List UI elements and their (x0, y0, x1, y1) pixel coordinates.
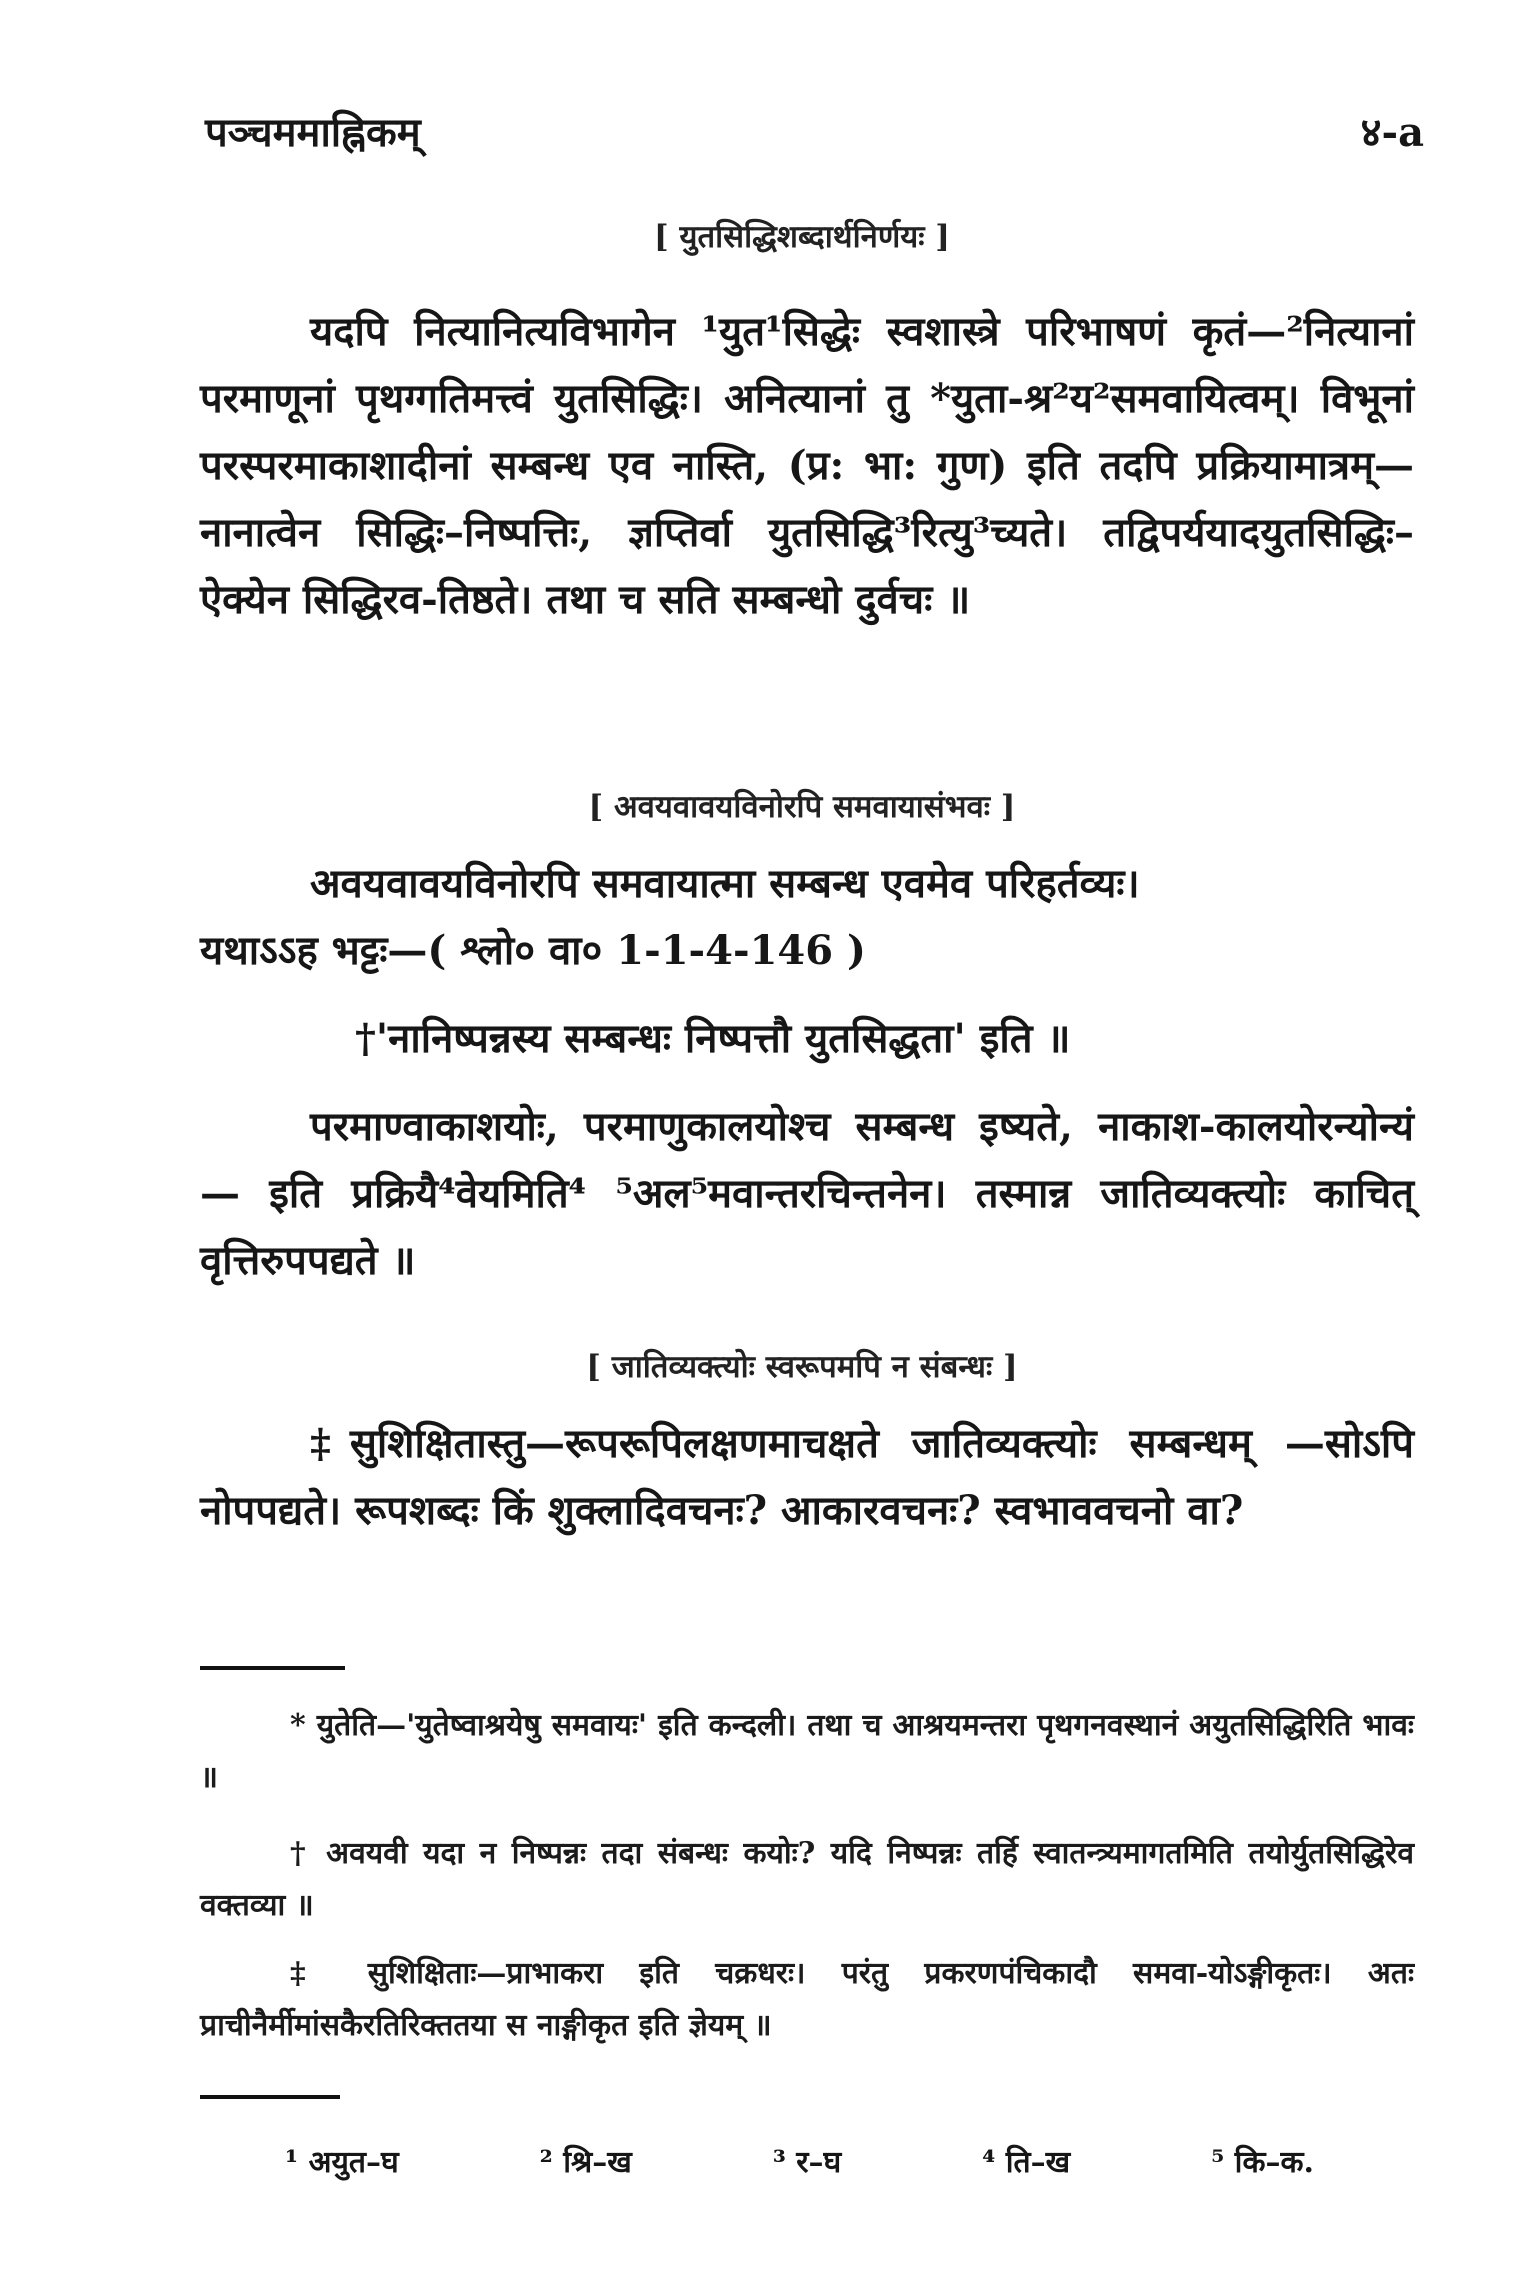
section-3-paragraph: ‡सुशिक्षितास्तु—रूपरूपिलक्षणमाचक्षते जातिव्यक्त्योः सम्बन्धम् —सोऽपि नोपपद्यते। रूपशब्दः किं शुक्लादिवचनः? आकारवचनः? स्वभाववचनो वा? (200, 1420, 1414, 1534)
section-heading-2: [ अवयवावयविनोरपि समवायासंभवः ] (588, 789, 1016, 825)
page-number: ४-a (1360, 108, 1424, 156)
section-1-paragraph: यदपि नित्यानित्यविभागेन ¹युत¹सिद्धेः स्वशास्त्रे परिभाषणं कृतं—²नित्यानां परमाणूनां पृथग्गतिमत्त्वं युतसिद्धिः। अनित्यानां तु *युता-श्र²य²समवायित्वम्। विभूनां परस्परमाकाशादीनां सम्बन्ध एव नास्ति, (प्र: भा: गुण) इति तदपि प्रक्रियामात्रम्—नानात्वेन सिद्धिः–निष्पत्तिः, ज्ञप्तिर्वा युतसिद्धि³रित्यु³च्यते। तद्विपर्ययादयुतसिद्धिः–ऐक्येन सिद्धिरव-तिष्ठते। तथा च सति सम्बन्धो दुर्वचः ॥ (200, 308, 1414, 623)
variant-2: ² श्रि–ख (539, 2145, 632, 2180)
variant-3: ³ र–घ (772, 2145, 842, 2180)
chapter-title: पञ्चममाह्निकम् (205, 108, 421, 156)
footnote-2: † अवयवी यदा न निष्पन्नः तदा संबन्धः कयोः? यदि निष्पन्नः तर्हि स्वातन्त्र्यमागतमिति तयोर्युतसिद्धिरेव वक्तव्या ॥ (200, 1836, 1414, 1923)
section-2-paragraph: अवयवावयविनोरपि समवायात्मा सम्बन्ध एवमेव परिहर्तव्यः। (310, 860, 1140, 907)
footnote-divider (200, 1666, 345, 1670)
footnote-1: * युतेति—'युतेष्वाश्रयेषु समवायः' इति कन्दली। तथा च आश्रयमन्तरा पृथगनवस्थानं अयुतसिद्धिरिति भावः ॥ (200, 1708, 1414, 1795)
variant-5: ⁵ कि–क. (1211, 2145, 1314, 2180)
variant-1: ¹ अयुत–घ (285, 2145, 399, 2180)
section-2-paragraph-2: परमाण्वाकाशयोः, परमाणुकालयोश्च सम्बन्ध इष्यते, नाकाश-कालयोरन्योन्यं — इति प्रक्रियै⁴वेयमिति⁴ ⁵अल⁵मवान्तरचिन्तनेन। तस्मान्न जातिव्यक्त्योः काचित् वृत्तिरुपपद्यते ॥ (200, 1103, 1414, 1284)
section-heading-3: [ जातिव्यक्त्योः स्वरूपमपि न संबन्धः ] (586, 1349, 1018, 1385)
section-heading-1: [ युतसिद्धिशब्दार्थनिर्णयः ] (654, 219, 950, 255)
variant-4: ⁴ ति–ख (982, 2145, 1071, 2180)
variants-divider (200, 2095, 340, 2099)
section-2-verse: †'नानिष्पन्नस्य सम्बन्धः निष्पत्तौ युतसिद्धता' इति ॥ (355, 1015, 1071, 1062)
variant-readings (285, 2140, 1314, 2181)
page-header (205, 100, 1424, 160)
section-2-citation: यथाऽऽह भट्टः—( श्लो० वा० 1-1-4-146 ) (200, 927, 866, 974)
footnote-3: ‡ सुशिक्षिताः—प्राभाकरा इति चक्रधरः। परंतु प्रकरणपंचिकादौ समवा-योऽङ्गीकृतः। अतः प्राचीनैर्मीमांसकैरतिरिक्ततया स नाङ्गीकृत इति ज्ञेयम् ॥ (200, 1956, 1414, 2043)
